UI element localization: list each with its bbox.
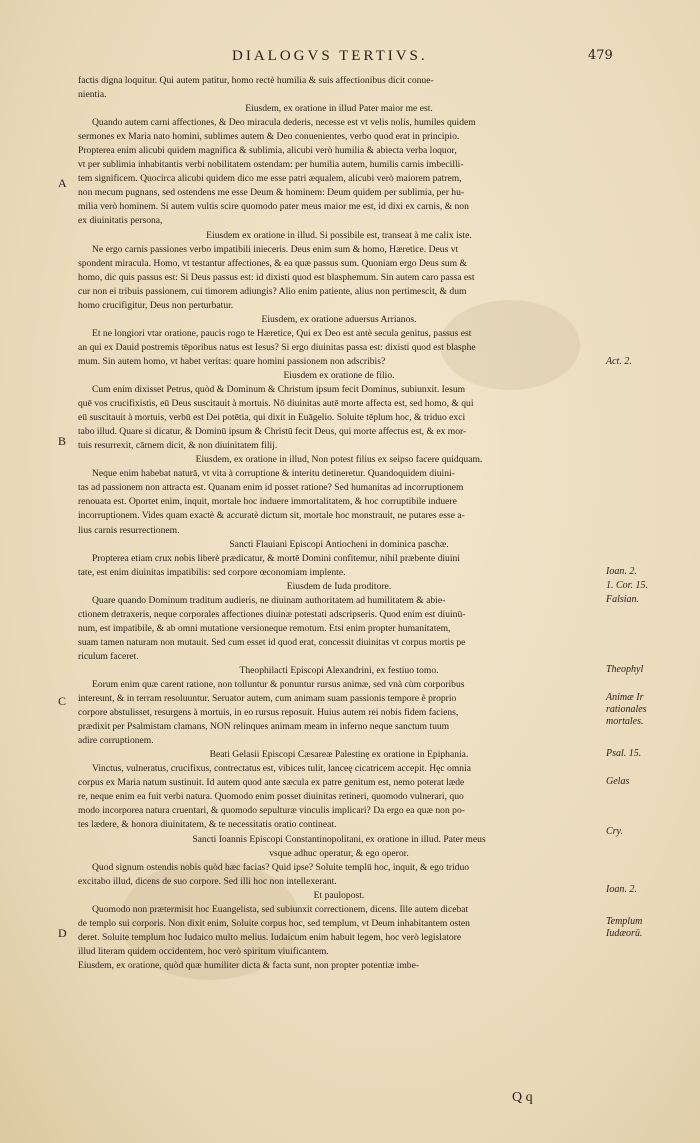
margin-note: Act. 2.: [606, 356, 632, 367]
section-heading: Eiusdem, ex oratione in illud, Non potest filius ex seipso facere quidquam.: [195, 454, 483, 466]
section-heading: Et paulopost.: [313, 889, 365, 901]
margin-note: Iudæorū.: [606, 928, 643, 939]
text-line: Eiusdem, ex oratione, quòd quæ humiliter dicta & facta sunt, non propter potentiæ imbe-: [78, 959, 420, 971]
text-line: tate, est enim diuinitas impatibilis: sed corpore œconomiam implente.: [78, 566, 346, 578]
text-line: quē vos crucifixistis, eū Deus suscitauit à mortuis. Nō diuinitas autē morte affecta est, sed homo, & qui: [78, 398, 474, 410]
text-line: sermones ex Maria nato homini, sublimes autem & Deo conuenientes, verbo quod erat in principio.: [78, 131, 460, 143]
margin-note: Animæ Ir: [606, 692, 644, 703]
margin-note: Psal. 15.: [606, 748, 642, 759]
section-letter: C: [58, 694, 67, 708]
section-heading: Eiusdem, ex oratione in illud Pater maior me est.: [245, 103, 433, 115]
text-line: eū suscitauit à mortuis, verbū est Dei potētia, qui dixit in Euāgelio. Soluite tēplum hoc, & triduo exci: [78, 412, 466, 424]
text-line: homo crucifigitur, Deus non perturbatur.: [78, 299, 234, 311]
section-heading: Eiusdem ex oratione in illud. Si possibile est, transeat à me calix iste.: [206, 229, 472, 241]
text-line: factis digna loquitur. Qui autem patitur, homo rectè humilia & suis affectionibus dicit conue-: [78, 75, 434, 86]
margin-note: Falsian.: [606, 594, 640, 605]
section-heading: Sancti Ioannis Episcopi Constantinopolitani, ex oratione in illud. Pater meus: [192, 833, 486, 845]
text-line: riculum faceret.: [78, 650, 139, 662]
text-line: Propterea etiam crux nobis liberè prædicatur, & mortē Domini confitemur, nihil præbente diuini: [92, 552, 460, 564]
section-letter: D: [58, 926, 67, 940]
signature-mark: Q q: [512, 1090, 533, 1105]
text-line: Cum enim dixisset Petrus, quòd & Dominum & Christum ipsum fecit Dominus, subiunxit. Iesum: [92, 384, 466, 396]
section-heading: Beati Gelasii Episcopi Cæsareæ Palestinę ex oratione in Epiphania.: [209, 749, 469, 761]
margin-note: Cry.: [606, 826, 623, 837]
text-line: ctionem detraxeris, neque corporales affectiones diuinæ potestati adscripseris. Quod enim est diuinū-: [78, 608, 466, 620]
text-line: modo incorporea natura cruentari, & quomodo sepulturæ vinculis implicari? Da ergo ea quæ non po-: [78, 805, 465, 817]
section-heading: Eiusdem ex oratione de filio.: [283, 369, 395, 381]
text-line: corpus ex Maria natum sustinuit. Id autem quod ante sæcula ex patre genitum est, nemo poterat læde: [78, 777, 465, 789]
text-line: lius carnis resurrectionem.: [78, 524, 180, 536]
section-letter: A: [58, 176, 67, 190]
text-line: excitabo illud, dicens de suo corpore. Sed illi hoc non intellexerant.: [78, 875, 337, 887]
text-line: Ne ergo carnis passiones verbo impatibili inieceris. Deus enim sum & homo, Hæretice. Deus vt: [92, 243, 459, 255]
margin-note: Templum: [606, 916, 643, 927]
section-heading: vsque adhuc operatur, & ego operor.: [269, 847, 409, 859]
text-line: vt per sublimia inhabitantis verbi nobilitatem ostendam: per humilia autem, humilis carnis imbecilli-: [78, 159, 464, 171]
text-line: incorruptionem. Vides quam exactè & accuratè dictum sit, mortale hoc monstrauit, ne putares esse a-: [78, 510, 465, 522]
text-line: milia verò hominem. Si autem vultis scire quomodo pater meus maior me est, id dixi ex carnis, & non: [78, 201, 469, 213]
text-line: tabo illud. Quare si dicatur, & Dominū ipsum & Christū fecit Deus, qui morte affectus est, & ex mor-: [78, 426, 467, 438]
text-line: cur non ei tribuis passionem, cui timorem adiungis? Alio enim patiente, alius non pertimescit, & dum: [78, 285, 467, 297]
margin-note: Ioan. 2.: [606, 566, 637, 577]
section-heading: Eiusdem de Iuda proditore.: [286, 580, 392, 592]
margin-note: rationales: [606, 704, 647, 715]
text-line: tuis resurrexit, cārnem dicit, & non diuinitatem filij.: [78, 440, 278, 452]
text-line: ex diuinitatis persona,: [78, 215, 163, 227]
text-line: homo, dic quis passus est: Si Deus passus est: id dixisti quod est blasphemum. Sin autem caro passa est: [78, 271, 475, 283]
margin-note: 1. Cor. 15.: [606, 580, 648, 591]
text-line: suam tamen naturam non mutauit. Sed cum esset id quod erat, concessit diuinitas vt corpus mortis pe: [78, 636, 466, 648]
page-number: 479: [588, 48, 613, 63]
text-line: Quare quando Dominum traditum audieris, ne diuinam authoritatem ad humilitatem & abie-: [92, 594, 446, 606]
section-heading: Eiusdem, ex oratione aduersus Arrianos.: [261, 313, 417, 325]
running-title: DIALOGVS TERTIVS.: [232, 48, 428, 64]
text-line: Et ne longiori vtar oratione, paucis rogo te Hæretice, Qui ex Deo est antè secula genitus, passus est: [92, 327, 472, 339]
margin-note: mortales.: [606, 716, 644, 727]
text-line: Eorum enim quæ carent ratione, non tolluntur & ponuntur rursus animæ, sed vnà cùm corporibus: [92, 679, 465, 691]
text-line: corpore abstulisset, resurgens à mortuis, in eo rursus reposuit. Huius autem rei nobis fidem faciens,: [78, 707, 459, 719]
margin-note: Gelas: [606, 776, 630, 787]
text-line: Vinctus, vulneratus, crucifixus, contrectatus est, vibices tulit, lanceę cicatricem accepit. Hęc omnia: [92, 763, 472, 775]
text-line: an qui ex Dauid postremis tēporibus natus est Iesus? Si ergo diuinitas passa est: dixisti quod est blasphe: [78, 341, 476, 353]
text-line: Neque enim habebat naturā, vt vita à corruptione & interitu detineretur. Quandoquidem diuini-: [92, 468, 455, 480]
text-line: non mecum pugnans, sed ostendens me esse Deum & hominem: Deum quidem per sublimia, per hu-: [78, 187, 465, 199]
section-heading: Theophilacti Episcopi Alexandrini, ex festiuo tomo.: [239, 664, 439, 676]
main-text-column: [78, 74, 600, 973]
text-line: mum. Sin autem homo, vt habet veritas: quare homini passionem non adscribis?: [78, 355, 386, 367]
text-line: prædixit per Psalmistam clamans, NON relinques animam meam in inferno neque sanctum tuum: [78, 721, 450, 733]
text-line: tes lædere, & honora diuinitatem, & te necessitatis oratio contineat.: [78, 819, 337, 831]
text-line: nientia.: [78, 89, 107, 101]
text-line: tem significem. Quocirca alicubi quidem dico me esse patri æqualem, alicubi verò maiorem patrem,: [78, 173, 462, 185]
text-line: illud literam quidem occidentem, hoc verò spiritum viuificantem.: [78, 945, 329, 957]
text-line: Quando autem carni affectiones, & Deo miracula dederis, necesse est vt velis nolis, humiles quidem: [92, 117, 476, 129]
text-line: re, neque enim ea fuit verbi natura. Quomodo enim posset diuinitas retineri, quomodo vulnerari, quo: [78, 791, 464, 803]
page-header: [0, 48, 700, 70]
text-line: num, est impatibile, & ab omni mutatione versioneque remotum. Etsi enim propter humanitatem,: [78, 622, 451, 634]
text-line: tas ad passionem non attracta est. Quanam enim id posset ratione? Sed humanitas ad incorruptionem: [78, 482, 464, 494]
text-line: Propterea enim alicubi quidem magnifica & sublimia, alicubi verò humilia & abiecta verba loquor,: [78, 145, 457, 157]
text-line: spondent miracula. Homo, vt testantur affectiones, & ea quæ passus sum. Quoniam ergo Deus sum &: [78, 257, 467, 269]
text-line: deret. Soluite templum hoc Iudaico multo melius. Iudaicum enim habuit legem, hoc verò legislatore: [78, 931, 462, 943]
text-line: intereunt, & in terram resoluuntur. Seruator autem, cum animam suam passionis tempore è proprio: [78, 693, 457, 705]
margin-note: Theophyl: [606, 664, 644, 675]
text-line: Quod signum ostendis nobis quòd hæc facias? Quid ipse? Soluite templū hoc, inquit, & ego triduo: [92, 861, 470, 873]
text-line: Quomodo non prætermisit hoc Euangelista, sed subiunxit correctionem, dicens. Ille autem dicebat: [92, 903, 469, 915]
text-line: renouata est. Oportet enim, inquit, mortale hoc induere immortalitatem, & hoc corruptibile induere: [78, 496, 457, 508]
margin-note: Ioan. 2.: [606, 884, 637, 895]
text-line: adire corruptionem.: [78, 735, 154, 747]
section-letter: B: [58, 434, 67, 448]
text-line: de templo sui corporis. Non dixit enim, Soluite corpus hoc, sed templum, vt Deum inhabitantem osten: [78, 917, 470, 929]
section-heading: Sancti Flauiani Episcopi Antiocheni in dominica paschæ.: [229, 538, 449, 550]
